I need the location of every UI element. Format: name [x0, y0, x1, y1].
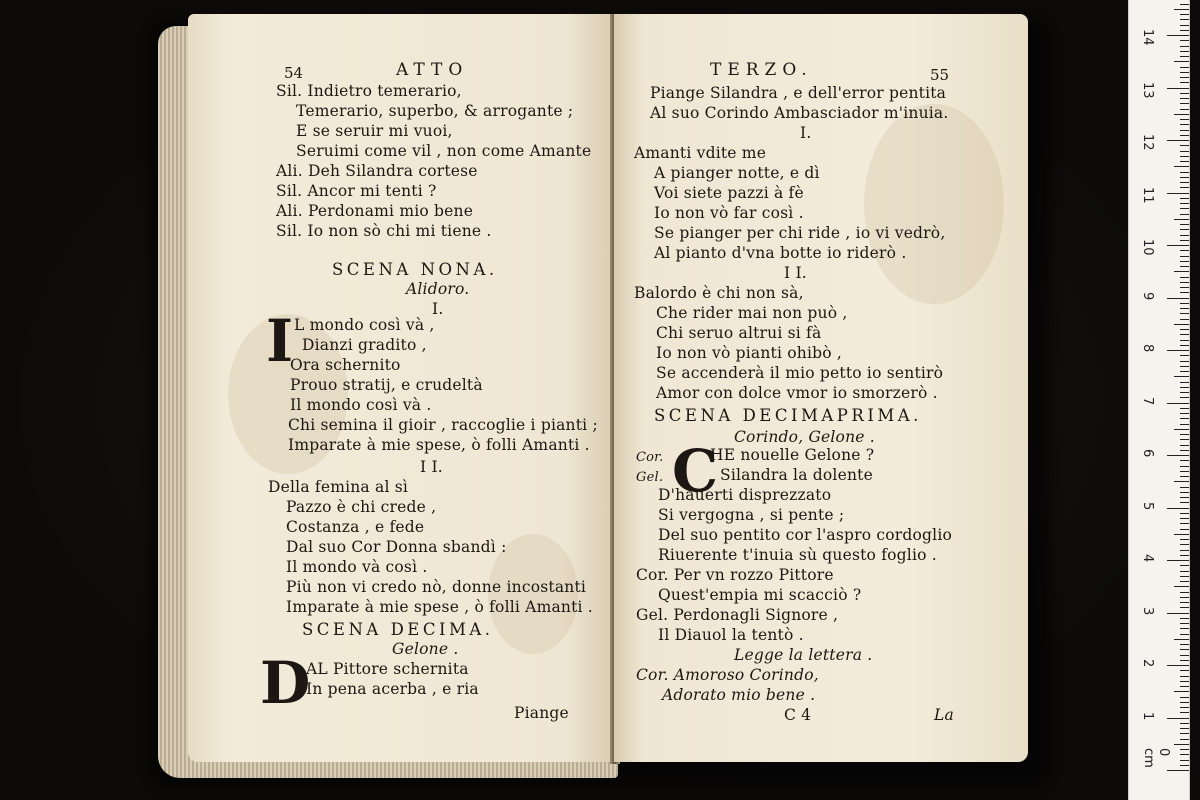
text-line: Al suo Corindo Ambasciador m'inuia.	[650, 104, 949, 122]
ruler-number: 2	[1140, 659, 1155, 668]
ruler-tick	[1180, 502, 1189, 503]
speaker-label: Gel.	[636, 470, 664, 485]
ruler-tick	[1180, 340, 1189, 341]
ruler-tick	[1180, 408, 1189, 409]
ruler-tick	[1180, 130, 1189, 131]
ruler-tick	[1180, 382, 1189, 383]
text-line: A pianger notte, e dì	[654, 164, 820, 182]
text-line: Il mondo così và .	[290, 396, 432, 414]
ruler-tick	[1180, 151, 1189, 152]
ruler-tick	[1180, 513, 1189, 514]
speaker-label: Cor.	[636, 450, 664, 465]
text-line: Io non vò pianti ohibò ,	[656, 344, 843, 362]
ruler-tick	[1180, 418, 1189, 419]
ruler-number: 3	[1140, 606, 1155, 615]
ruler-tick	[1167, 35, 1189, 36]
text-line: Cor. Per vn rozzo Pittore	[636, 566, 834, 584]
ruler-tick	[1180, 14, 1189, 15]
ruler-tick	[1180, 182, 1189, 183]
text-line: Prouo stratij, e crudeltà	[290, 376, 483, 394]
ruler-number: 14	[1140, 29, 1155, 46]
ruler-tick	[1180, 177, 1189, 178]
ruler-number: 11	[1140, 186, 1155, 204]
ruler-tick	[1180, 476, 1189, 477]
ruler-tick	[1180, 4, 1189, 5]
ruler-tick	[1167, 455, 1189, 456]
text-line: Gel. Perdonagli Signore ,	[636, 606, 839, 624]
ruler-tick	[1167, 508, 1189, 509]
ruler-tick	[1174, 114, 1189, 115]
text-line: Cor. Amoroso Corindo,	[636, 666, 819, 684]
ruler-tick	[1180, 597, 1189, 598]
ruler-tick	[1180, 109, 1189, 110]
ruler-number: 12	[1140, 134, 1155, 151]
ruler-tick	[1180, 172, 1189, 173]
text-line: Ali. Perdonami mio bene	[276, 202, 474, 220]
ruler-tick	[1180, 229, 1189, 230]
ruler-tick	[1167, 193, 1189, 194]
text-line: Ora schernito	[290, 356, 401, 374]
ruler-tick	[1174, 744, 1189, 745]
ruler-tick	[1180, 214, 1189, 215]
ruler-tick	[1180, 460, 1189, 461]
ruler-tick	[1180, 119, 1189, 120]
ruler-tick	[1180, 497, 1189, 498]
ruler-tick	[1180, 56, 1189, 57]
ruler-tick	[1180, 555, 1189, 556]
text-line: Costanza , e fede	[286, 518, 425, 536]
ruler-tick	[1167, 770, 1189, 771]
drop-cap: C	[672, 437, 719, 505]
text-line: Sil. Ancor mi tenti ?	[276, 182, 437, 200]
ruler-tick	[1180, 355, 1189, 356]
ruler-tick	[1174, 639, 1189, 640]
ruler-tick	[1180, 686, 1189, 687]
ruler-tick	[1180, 282, 1189, 283]
text-line: Più non vi credo nò, donne incostanti	[286, 578, 587, 596]
ruler-tick	[1180, 198, 1189, 199]
ruler-tick	[1180, 371, 1189, 372]
ruler-tick	[1180, 82, 1189, 83]
ruler-tick	[1174, 166, 1189, 167]
scene-character: Alidoro.	[406, 280, 470, 298]
catchword: La	[934, 706, 954, 724]
ruler-tick	[1180, 366, 1189, 367]
text-line: Se pianger per chi ride , io vi vedrò,	[654, 224, 946, 242]
ruler-tick	[1174, 691, 1189, 692]
ruler-tick	[1174, 9, 1189, 10]
ruler-tick	[1180, 471, 1189, 472]
ruler-tick	[1180, 277, 1189, 278]
ruler-tick	[1180, 361, 1189, 362]
running-head: ATTO	[396, 60, 469, 80]
ruler-tick	[1174, 61, 1189, 62]
ruler-tick	[1180, 235, 1189, 236]
ruler-number: 5	[1140, 501, 1155, 510]
ruler-tick	[1180, 77, 1189, 78]
signature-mark: C 4	[784, 706, 812, 724]
ruler-tick	[1180, 644, 1189, 645]
ruler-tick	[1180, 145, 1189, 146]
text-line: Io non vò far così .	[654, 204, 804, 222]
ruler-tick	[1180, 733, 1189, 734]
ruler-tick	[1180, 250, 1189, 251]
ruler-tick	[1180, 319, 1189, 320]
ruler-tick	[1180, 67, 1189, 68]
ruler-tick	[1180, 723, 1189, 724]
text-line: Al pianto d'vna botte io riderò .	[654, 244, 907, 262]
ruler-tick	[1180, 135, 1189, 136]
running-head: TERZO.	[710, 60, 813, 80]
ruler-tick	[1180, 51, 1189, 52]
text-line: Imparate à mie spese, ò folli Amanti .	[288, 436, 590, 454]
text-line: Il mondo và così .	[286, 558, 428, 576]
ruler-number: 4	[1140, 554, 1155, 563]
ruler-tick	[1180, 224, 1189, 225]
ruler-tick	[1180, 287, 1189, 288]
ruler-tick	[1180, 681, 1189, 682]
text-line: Dal suo Cor Donna sbandì :	[286, 538, 507, 556]
ruler-tick	[1180, 765, 1189, 766]
ruler-tick	[1180, 592, 1189, 593]
text-line: Temerario, superbo, & arrogante ;	[296, 102, 574, 120]
ruler-tick	[1180, 98, 1189, 99]
stage-direction: Legge la lettera .	[734, 646, 873, 664]
ruler-tick	[1180, 754, 1189, 755]
ruler-tick	[1180, 628, 1189, 629]
ruler-tick	[1174, 376, 1189, 377]
text-line: In pena acerba , e ria	[306, 680, 479, 698]
text-line: L mondo così và ,	[294, 316, 435, 334]
text-line: Balordo è chi non sà,	[634, 284, 804, 302]
ruler-number: 10	[1140, 239, 1155, 256]
ruler-tick	[1180, 739, 1189, 740]
ruler-tick	[1180, 707, 1189, 708]
ruler-tick	[1180, 292, 1189, 293]
ruler-tick	[1180, 466, 1189, 467]
ruler-tick	[1180, 313, 1189, 314]
ruler-tick	[1180, 329, 1189, 330]
ruler-tick	[1180, 565, 1189, 566]
stanza-numeral: I.	[432, 300, 444, 318]
ruler-tick	[1174, 429, 1189, 430]
text-line: Voi siete pazzi à fè	[654, 184, 804, 202]
stanza-numeral: I.	[800, 124, 812, 142]
ruler-tick	[1180, 19, 1189, 20]
ruler-tick	[1167, 403, 1189, 404]
ruler-tick	[1167, 298, 1189, 299]
ruler-tick	[1174, 219, 1189, 220]
text-line: Del suo pentito cor l'aspro cordoglio	[658, 526, 953, 544]
ruler-tick	[1180, 529, 1189, 530]
ruler-tick	[1180, 439, 1189, 440]
ruler-tick	[1180, 539, 1189, 540]
left-page	[188, 14, 614, 762]
ruler-tick	[1180, 334, 1189, 335]
ruler-tick	[1180, 413, 1189, 414]
ruler-tick	[1180, 93, 1189, 94]
ruler-tick	[1180, 445, 1189, 446]
text-line: E se seruir mi vuoi,	[296, 122, 453, 140]
ruler-tick	[1167, 350, 1189, 351]
ruler-tick	[1180, 30, 1189, 31]
ruler-tick	[1167, 718, 1189, 719]
ruler-tick	[1180, 571, 1189, 572]
ruler-tick	[1180, 660, 1189, 661]
ruler-tick	[1180, 303, 1189, 304]
text-line: Della femina al sì	[268, 478, 409, 496]
ruler-tick	[1180, 256, 1189, 257]
ruler-tick	[1174, 271, 1189, 272]
text-line: Sil. Io non sò chi mi tiene .	[276, 222, 492, 240]
ruler-tick	[1180, 487, 1189, 488]
ruler-tick	[1180, 712, 1189, 713]
text-line: Chi semina il gioir , raccoglie i pianti ;	[288, 416, 598, 434]
page-number: 55	[930, 66, 950, 84]
text-line: Seruimi come vil , non come Amante	[296, 142, 592, 160]
text-line: Piange Silandra , e dell'error pentita	[650, 84, 947, 102]
drop-cap: D	[260, 649, 311, 717]
ruler-tick	[1180, 634, 1189, 635]
ruler-tick	[1180, 345, 1189, 346]
ruler-tick	[1180, 187, 1189, 188]
text-line: Si vergogna , si pente ;	[658, 506, 845, 524]
ruler-tick	[1180, 518, 1189, 519]
ruler-tick	[1180, 46, 1189, 47]
text-line: Silandra la dolente	[720, 466, 873, 484]
ruler-tick	[1180, 72, 1189, 73]
ruler-tick	[1180, 124, 1189, 125]
ruler-tick	[1180, 40, 1189, 41]
ruler-tick	[1180, 749, 1189, 750]
ruler-tick	[1180, 208, 1189, 209]
page-number: 54	[284, 64, 304, 82]
ruler-tick	[1180, 203, 1189, 204]
text-line: Amor con dolce vmor io smorzerò .	[656, 384, 938, 402]
ruler-tick	[1180, 697, 1189, 698]
ruler-tick	[1180, 434, 1189, 435]
ruler-tick	[1167, 560, 1189, 561]
ruler-tick	[1180, 655, 1189, 656]
ruler-tick	[1180, 103, 1189, 104]
ruler-tick	[1174, 586, 1189, 587]
ruler-tick	[1167, 140, 1189, 141]
text-line: Imparate à mie spese , ò folli Amanti .	[286, 598, 593, 616]
ruler-tick	[1180, 424, 1189, 425]
ruler-number: 9	[1140, 291, 1155, 300]
ruler-unit-label: 0 cm	[1141, 748, 1171, 768]
ruler-tick	[1180, 523, 1189, 524]
text-line: AL Pittore schernita	[306, 660, 469, 678]
ruler-tick	[1180, 308, 1189, 309]
ruler-tick	[1180, 397, 1189, 398]
text-line: Quest'empia mi scacciò ?	[658, 586, 862, 604]
ruler-tick	[1180, 676, 1189, 677]
measuring-ruler	[1128, 0, 1190, 800]
text-line: Sil. Indietro temerario,	[276, 82, 462, 100]
text-line: Adorato mio bene .	[662, 686, 816, 704]
text-line: Dianzi gradito ,	[302, 336, 427, 354]
ruler-tick	[1180, 261, 1189, 262]
text-line: Ali. Deh Silandra cortese	[276, 162, 478, 180]
paper-stain	[864, 104, 1004, 304]
ruler-tick	[1180, 161, 1189, 162]
text-line: Chi seruo altrui si fà	[656, 324, 822, 342]
ruler-tick	[1167, 613, 1189, 614]
text-line: Il Diauol la tentò .	[658, 626, 804, 644]
ruler-tick	[1167, 665, 1189, 666]
text-line: Che rider mai non può ,	[656, 304, 848, 322]
drop-cap: I	[266, 307, 294, 375]
scene-title: SCENA DECIMA.	[302, 620, 494, 639]
ruler-tick	[1180, 728, 1189, 729]
ruler-tick	[1180, 607, 1189, 608]
ruler-tick	[1180, 649, 1189, 650]
ruler-tick	[1180, 602, 1189, 603]
text-line: Se accenderà il mio petto io sentirò	[656, 364, 944, 382]
ruler-tick	[1180, 266, 1189, 267]
ruler-tick	[1180, 156, 1189, 157]
ruler-number: 8	[1140, 344, 1155, 353]
ruler-tick	[1180, 450, 1189, 451]
ruler-tick	[1174, 481, 1189, 482]
scene-title: SCENA DECIMAPRIMA.	[654, 406, 922, 425]
ruler-tick	[1180, 240, 1189, 241]
right-page	[614, 14, 1028, 762]
ruler-tick	[1174, 324, 1189, 325]
scene-character: Gelone .	[392, 640, 459, 658]
ruler-tick	[1180, 670, 1189, 671]
ruler-tick	[1180, 550, 1189, 551]
ruler-tick	[1180, 618, 1189, 619]
ruler-tick	[1180, 492, 1189, 493]
text-line: Riuerente t'inuia sù questo foglio .	[658, 546, 937, 564]
ruler-number: 1	[1140, 711, 1155, 720]
ruler-number: 13	[1140, 81, 1155, 99]
ruler-tick	[1167, 245, 1189, 246]
text-line: HE nouelle Gelone ?	[710, 446, 875, 464]
scene-characters: Corindo, Gelone .	[734, 428, 875, 446]
ruler-tick	[1180, 576, 1189, 577]
ruler-tick	[1180, 702, 1189, 703]
ruler-number: 6	[1140, 449, 1155, 458]
text-line: D'hauerti disprezzato	[658, 486, 832, 504]
ruler-tick	[1180, 760, 1189, 761]
ruler-tick	[1180, 581, 1189, 582]
ruler-number: 7	[1140, 396, 1155, 405]
ruler-tick	[1180, 544, 1189, 545]
catchword: Piange	[514, 704, 569, 722]
text-line: Amanti vdite me	[634, 144, 767, 162]
scene-title: SCENA NONA.	[332, 260, 498, 279]
stanza-numeral: I I.	[784, 264, 807, 282]
ruler-tick	[1174, 534, 1189, 535]
stanza-numeral: I I.	[420, 458, 443, 476]
ruler-tick	[1180, 25, 1189, 26]
ruler-tick	[1180, 623, 1189, 624]
ruler-tick	[1167, 88, 1189, 89]
ruler-tick	[1180, 387, 1189, 388]
text-line: Pazzo è chi crede ,	[286, 498, 437, 516]
ruler-tick	[1180, 392, 1189, 393]
